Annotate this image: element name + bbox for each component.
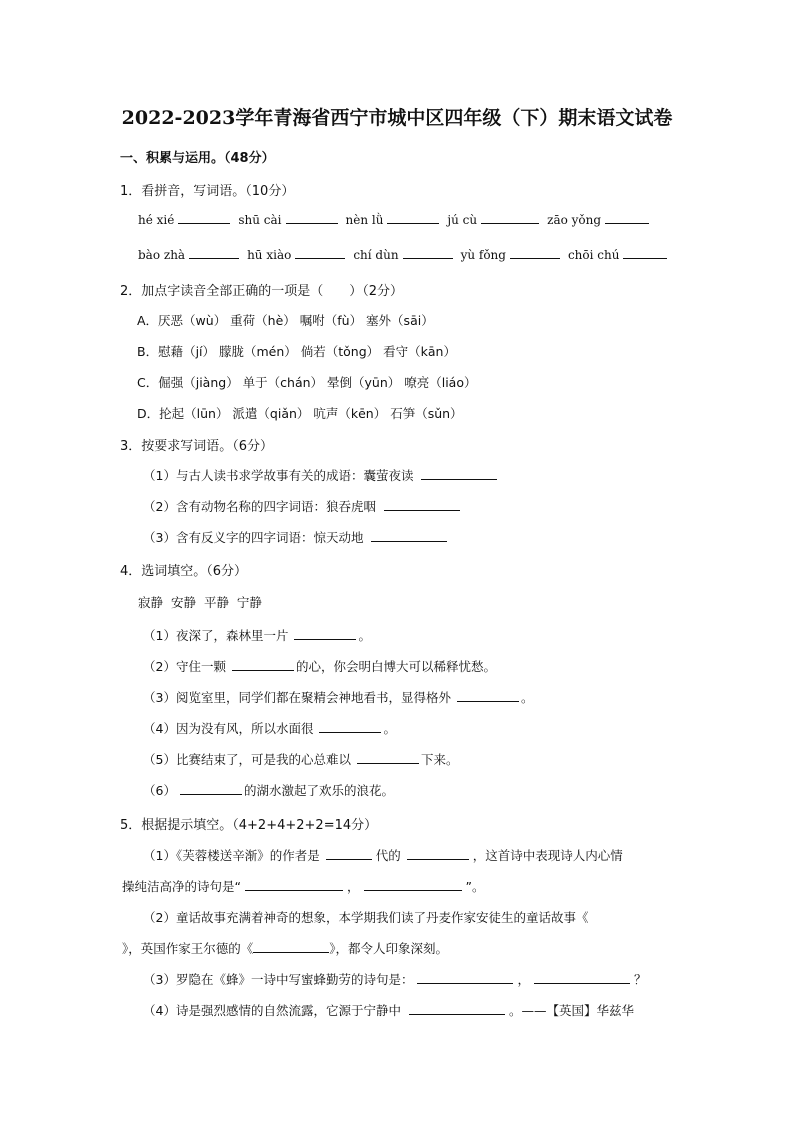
q4-item [143,750,458,768]
answer-blank[interactable] [387,211,439,224]
answer-blank[interactable] [245,878,343,891]
q4-item [143,781,394,799]
q3-item-text: （3）含有反义字的四字词语：惊天动地 [143,530,364,545]
answer-blank[interactable] [605,211,649,224]
answer-blank[interactable] [253,940,329,953]
pinyin-row-2 [138,246,671,262]
q4-item-post: 的湖水激起了欢乐的浪花。 [243,783,394,798]
answer-blank[interactable] [481,211,539,224]
q5-text: 代的 [375,848,401,863]
q5-text: ？ [633,972,647,987]
answer-blank[interactable] [294,627,356,640]
answer-blank[interactable] [417,971,513,984]
answer-blank[interactable] [364,878,462,891]
option-b[interactable]: B．慰藉（jí） 朦胧（mén） 倘若（tǒng） 看守（kān） [137,344,456,359]
section-heading: 一、积累与运用。（48分） [120,151,275,166]
pinyin: chōi chú [567,248,620,262]
q4-item [143,719,396,737]
answer-blank[interactable] [357,751,419,764]
answer-blank[interactable] [295,246,345,259]
q3-item [143,497,464,515]
option-c[interactable]: C．倔强（jiàng） 单于（chán） 晕倒（yūn） 嘹亮（liáo） [137,375,477,390]
answer-blank[interactable] [457,689,519,702]
q4-item-pre: （6） [143,783,176,798]
q4-item [143,657,496,675]
option-d[interactable]: D．抡起（lūn） 派遣（qiǎn） 吭声（kēn） 石笋（sǔn） [137,406,463,421]
answer-blank[interactable] [189,246,239,259]
pinyin: zāo yǒng [547,213,602,227]
q4-item-pre: （4）因为没有风，所以水面很 [143,721,314,736]
answer-blank[interactable] [319,720,381,733]
q4-item-post: 的心，你会明白博大可以稀释忧愁。 [295,659,496,674]
q5-text: ， [517,972,530,987]
q4-item-post: 。 [358,628,371,643]
q4-item-post: 下来。 [420,752,459,767]
pinyin: yù fǒng [460,248,506,262]
answer-blank[interactable] [510,246,560,259]
question-2-stem: 2．加点字读音全部正确的一项是（ ）（2分） [120,284,404,299]
q4-item-pre: （1）夜深了，森林里一片 [143,628,289,643]
answer-blank[interactable] [409,1002,505,1015]
answer-blank[interactable] [232,658,294,671]
pinyin: hé xié [138,213,175,227]
answer-blank[interactable] [180,782,242,795]
q5-line-3: （2）童话故事充满着神奇的想象，本学期我们读了丹麦作家安徒生的童话故事《 [143,910,589,925]
q5-line-4 [122,939,448,957]
q5-text: 。——【英国】华兹华 [508,1003,634,1018]
answer-blank[interactable] [623,246,667,259]
answer-blank[interactable] [178,211,230,224]
q4-item-post: 。 [520,690,534,705]
q5-line-2 [122,877,484,895]
pinyin: bào zhà [138,248,186,262]
option-a[interactable]: A．厌恶（wù） 重荷（hè） 嘱咐（fù） 塞外（sāi） [137,313,434,328]
question-3-stem: 3．按要求写词语。（6分） [120,439,274,454]
question-5-stem: 5．根据提示填空。（4+2+4+2+2=14分） [120,818,378,833]
q5-text: （1）《芙蓉楼送辛渐》的作者是 [143,848,320,863]
q4-item [143,626,371,644]
pinyin: hū xiào [247,248,292,262]
q5-text: （4）诗是强烈感情的自然流露，它源于宁静中 [143,1003,401,1018]
answer-blank[interactable] [371,529,447,542]
q5-text: 》，都令人印象深刻。 [329,941,449,956]
answer-blank[interactable] [384,498,460,511]
q5-text: ， [346,879,360,894]
q3-item-text: （2）含有动物名称的四字词语：狼吞虎咽 [143,499,376,514]
question-1-stem: 1．看拼音，写词语。（10分） [120,184,295,199]
pinyin-row-1 [138,211,653,227]
q3-item-text: （1）与古人读书求学故事有关的成语：囊萤夜读 [143,468,414,483]
pinyin: jú cù [447,213,478,227]
q4-item [143,688,533,706]
q4-item-pre: （2）守住一颗 [143,659,226,674]
pinyin: nèn lǜ [345,213,384,227]
pinyin: shū cài [238,213,282,227]
pinyin: chí dùn [353,248,399,262]
q5-text: ”。 [465,879,485,894]
q4-item-pre: （5）比赛结束了，可是我的心总难以 [143,752,351,767]
q5-line-1 [143,846,623,864]
q3-item [143,466,501,484]
q5-line-6 [143,1001,634,1019]
page-title: 2022-2023学年青海省西宁市城中区四年级（下）期末语文试卷 [121,107,673,129]
q4-item-post: 。 [383,721,396,736]
q3-item [143,528,451,546]
q4-item-pre: （3）阅览室里，同学们都在聚精会神地看书，显得格外 [143,690,451,705]
answer-blank[interactable] [403,246,453,259]
q5-text: 操纯洁高净的诗句是“ [122,879,241,894]
answer-blank[interactable] [534,971,630,984]
answer-blank[interactable] [407,847,469,860]
q5-text: ，这首诗中表现诗人内心情 [472,848,623,863]
question-4-stem: 4．选词填空。（6分） [120,564,248,579]
answer-blank[interactable] [286,211,338,224]
q5-text: 》，英国作家王尔德的《 [122,941,254,956]
answer-blank[interactable] [421,467,497,480]
q5-line-5 [143,970,647,988]
word-bank: 寂静 安静 平静 宁静 [138,595,262,610]
answer-blank[interactable] [326,847,372,860]
q5-text: （3）罗隐在《蜂》一诗中写蜜蜂勤劳的诗句是： [143,972,414,987]
